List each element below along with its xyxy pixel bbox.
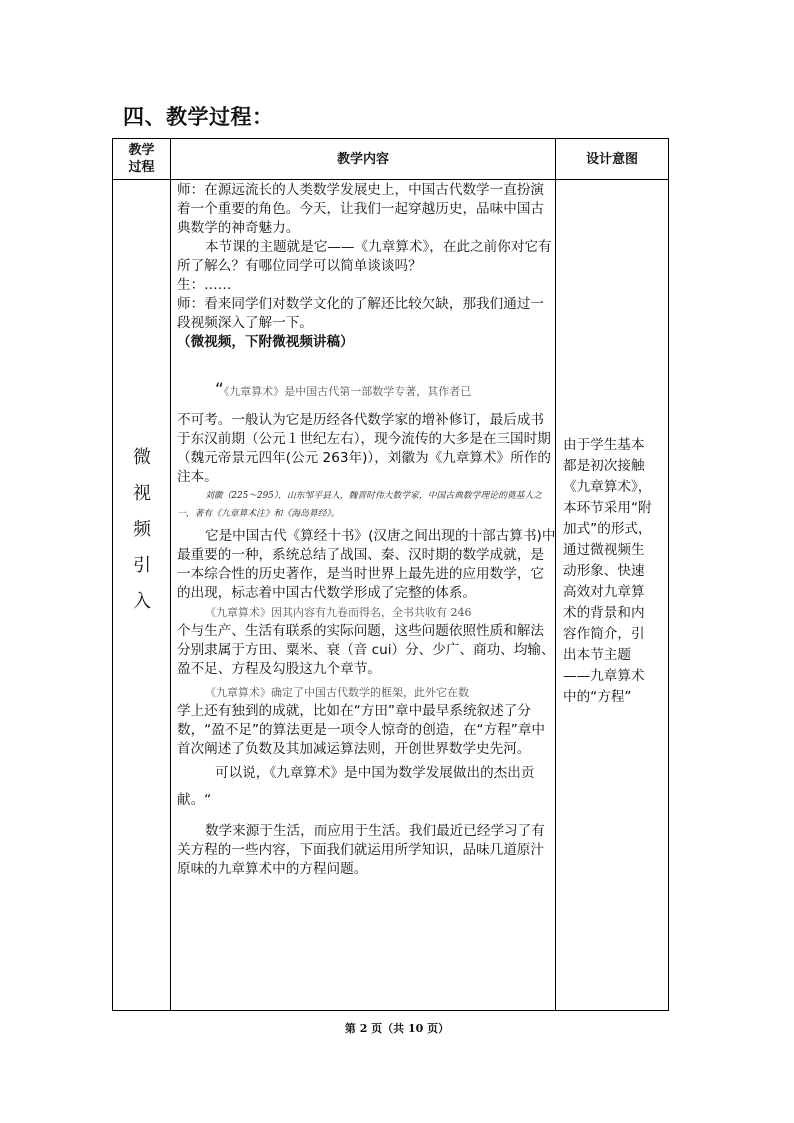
video-note: （微视频，下附微视频讲稿）	[177, 334, 354, 350]
topic-question: 本节课的主题就是它——《九章算术》，在此之前你对它有所了解么？有哪位同学可以简单谈谈吗？	[177, 239, 552, 274]
script-para-5-first-line: 可以说，《九章算术》是中国为数学发展做出的杰出贡	[215, 765, 535, 781]
stage-cell	[113, 179, 171, 1010]
script-para-3-first-line: 《九章算术》因其内容有九卷而得名，全书共收有 246	[205, 606, 472, 619]
header-content: 教学内容	[336, 151, 389, 167]
script-para-5: 献。“	[177, 792, 212, 808]
header-stage: 教学过程	[128, 143, 155, 175]
header-divider	[113, 179, 668, 180]
section-title: 四、教学过程：	[123, 105, 274, 129]
teaching-process-table	[112, 138, 669, 1011]
content-cell	[177, 181, 557, 879]
header-intent: 设计意图	[585, 151, 638, 167]
script-para-4: 学上还有独到的成就，比如在“方田”章中最早系统叙述了分数，“盈不足”的算法更是一项令人惊奇的创造，在“方程”章中首次阐述了负数及其加减运算法则，开创世界数学史先河。	[177, 703, 546, 757]
script-para-2: 它是中国古代《算经十书》(汉唐之间出现的十部古算书)中最重要的一种，系统总结了战国、秦、汉时期的数学成就，是一本综合性的历史著作，是当时世界上最先进的应用数学，它的出现，标志着中国古代数学形成了完整的体系。	[177, 528, 556, 601]
stage-label: 微视频引入	[133, 446, 151, 612]
student-reply: 生：……	[177, 277, 232, 293]
transition-to-equations: 数学来源于生活，而应用于生活。我们最近已经学习了有关方程的一些内容，下面我们就运用所学知识，品味几道原汁原味的九章算术中的方程问题。	[177, 823, 545, 877]
teacher-intro: 师：在源远流长的人类数学发展史上，中国古代数学一直扮演着一个重要的角色。今天，让我们一起穿越历史，品味中国古典数学的神奇魅力。	[177, 182, 545, 236]
script-para-3: 个与生产、生活有联系的实际问题，这些问题依照性质和解法分别隶属于方田、粟米、衰（音 cui）分、少广、商功、均输、盈不足、方程及勾股这九个章节。	[177, 623, 555, 677]
design-intent-cell: 由于学生基本都是初次接触《九章算术》，本环节采用“附加式”的形式，通过微视频生动形象、快速高效对九章算术的背景和内容作简介，引出本节主题——九章算术中的“方程”	[563, 437, 652, 705]
script-para-1-first-line: “《九章算术》是中国古代第一部数学专著，其作者已	[215, 380, 472, 400]
page-footer: 第 2 页（共 10 页）	[344, 1022, 450, 1035]
script-para-1: 不可考。一般认为它是历经各代数学家的增补修订，最后成书于东汉前期（公元１世纪左右），现今流传的大多是在三国时期（魏元帝景元四年(公元 263年)），刘徽为《九章算术》所作的注本。	[177, 412, 551, 485]
liu-hui-note: 刘徽（225～295），山东邹平县人，魏晋时伟大数学家，中国古典数学理论的奠基人之一，著有《九章算术注》和《海岛算经》。	[177, 491, 543, 519]
teacher-transition: 师：看来同学们对数学文化的了解还比较欠缺，那我们通过一段视频深入了解一下。	[177, 296, 545, 331]
script-para-4-first-line: 《九章算术》确定了中国古代数学的框架，此外它在数	[205, 686, 469, 699]
